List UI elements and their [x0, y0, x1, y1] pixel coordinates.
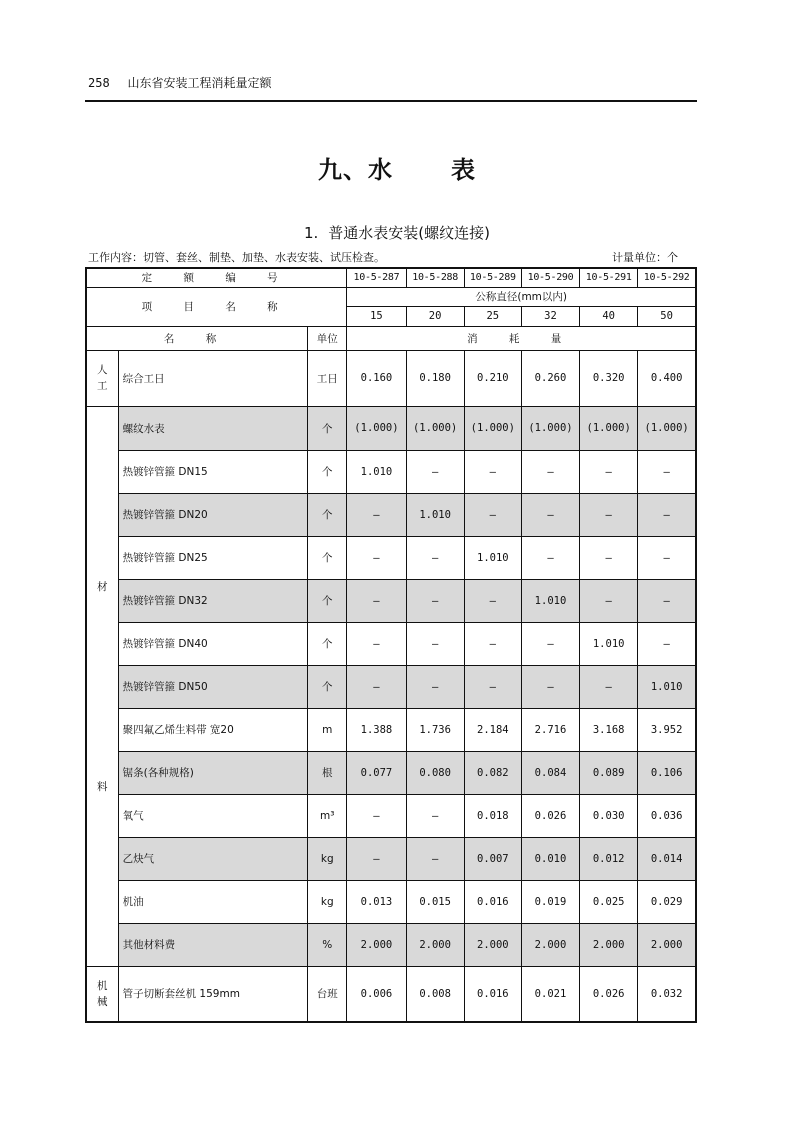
- resource-name: 热镀锌管箍 DN25: [118, 536, 308, 579]
- section-title: [0, 222, 794, 243]
- unit-column-label: 单位: [308, 326, 347, 350]
- consumption-value: —: [521, 622, 579, 665]
- resource-name: 其他材料费: [118, 923, 308, 966]
- consumption-value: 2.000: [580, 923, 638, 966]
- resource-unit: 个: [308, 536, 347, 579]
- table-row: [86, 450, 696, 493]
- measurement-unit: 计量单位：个: [612, 251, 678, 264]
- group-label-top: 材: [97, 580, 108, 593]
- consumption-value: 2.000: [347, 923, 406, 966]
- header-rule: [85, 100, 697, 102]
- consumption-value: 1.010: [464, 536, 521, 579]
- diameter-value: 15: [347, 306, 406, 326]
- consumption-value: 0.036: [638, 794, 696, 837]
- page-header: [88, 74, 272, 91]
- diameter-value: 40: [580, 306, 638, 326]
- consumption-value: —: [580, 450, 638, 493]
- consumption-value: 1.736: [406, 708, 464, 751]
- consumption-value: —: [638, 622, 696, 665]
- consumption-value: —: [464, 493, 521, 536]
- consumption-value: 0.106: [638, 751, 696, 794]
- consumption-value: —: [406, 837, 464, 880]
- resource-name: 热镀锌管箍 DN32: [118, 579, 308, 622]
- consumption-value: 1.010: [347, 450, 406, 493]
- quota-code: 10-5-288: [406, 268, 464, 287]
- consumption-value: 2.000: [406, 923, 464, 966]
- section-number: 1.: [303, 224, 319, 242]
- chapter-title-part1: 九、水: [318, 156, 393, 184]
- resource-name: 机油: [118, 880, 308, 923]
- resource-unit: m³: [308, 794, 347, 837]
- table-row: [86, 579, 696, 622]
- consumption-value: —: [521, 450, 579, 493]
- consumption-value: 2.716: [521, 708, 579, 751]
- consumption-value: 0.016: [464, 966, 521, 1022]
- table-row: [86, 880, 696, 923]
- consumption-value: 0.016: [464, 880, 521, 923]
- diameter-value: 25: [464, 306, 521, 326]
- group-label-text: 人工: [97, 364, 108, 392]
- resource-unit: 个: [308, 579, 347, 622]
- consumption-value: 0.082: [464, 751, 521, 794]
- consumption-value: —: [406, 794, 464, 837]
- consumption-label: 消 耗 量: [347, 326, 696, 350]
- table-row: [86, 350, 696, 406]
- resource-unit: %: [308, 923, 347, 966]
- consumption-value: 0.025: [580, 880, 638, 923]
- table-row: [86, 966, 696, 1022]
- resource-name: 热镀锌管箍 DN20: [118, 493, 308, 536]
- consumption-value: 1.010: [638, 665, 696, 708]
- consumption-value: 0.160: [347, 350, 406, 406]
- consumption-value: 0.013: [347, 880, 406, 923]
- item-name-label: 项 目 名 称: [86, 287, 347, 326]
- consumption-value: 0.010: [521, 837, 579, 880]
- table-row: [86, 665, 696, 708]
- consumption-value: 2.000: [521, 923, 579, 966]
- consumption-value: (1.000): [580, 406, 638, 450]
- table-row: [86, 794, 696, 837]
- consumption-value: 2.184: [464, 708, 521, 751]
- resource-name: 乙炔气: [118, 837, 308, 880]
- group-label-text: 机械: [97, 979, 108, 1008]
- consumption-value: —: [406, 665, 464, 708]
- name-column-label: 名 称: [86, 326, 308, 350]
- consumption-value: —: [347, 794, 406, 837]
- consumption-value: 0.015: [406, 880, 464, 923]
- consumption-value: —: [406, 536, 464, 579]
- consumption-value: 0.210: [464, 350, 521, 406]
- diameter-value: 20: [406, 306, 464, 326]
- consumption-value: —: [464, 622, 521, 665]
- resource-name: 综合工日: [118, 350, 308, 406]
- quota-number-label: 定 额 编 号: [86, 268, 347, 287]
- table-row: [86, 751, 696, 794]
- group-label: [86, 406, 118, 966]
- consumption-value: (1.000): [521, 406, 579, 450]
- consumption-value: 0.012: [580, 837, 638, 880]
- consumption-value: —: [521, 536, 579, 579]
- consumption-value: —: [580, 579, 638, 622]
- resource-name: 管子切断套丝机 159mm: [118, 966, 308, 1022]
- chapter-title-part2: 表: [451, 156, 476, 184]
- quota-code: 10-5-289: [464, 268, 521, 287]
- resource-name: 聚四氟乙烯生料带 宽20: [118, 708, 308, 751]
- consumption-value: 0.026: [521, 794, 579, 837]
- resource-unit: 工日: [308, 350, 347, 406]
- consumption-value: 0.260: [521, 350, 579, 406]
- resource-unit: kg: [308, 837, 347, 880]
- resource-name: 热镀锌管箍 DN50: [118, 665, 308, 708]
- consumption-value: 0.006: [347, 966, 406, 1022]
- diameter-label: 公称直径(mm以内): [347, 287, 696, 306]
- consumption-value: 2.000: [464, 923, 521, 966]
- section-name: 普通水表安装(螺纹连接): [328, 224, 491, 242]
- chapter-title: [0, 150, 794, 185]
- resource-name: 锯条(各种规格): [118, 751, 308, 794]
- consumption-value: 0.019: [521, 880, 579, 923]
- consumption-value: 0.021: [521, 966, 579, 1022]
- group-label: [86, 350, 118, 406]
- consumption-value: 0.080: [406, 751, 464, 794]
- consumption-value: 0.320: [580, 350, 638, 406]
- consumption-value: 0.032: [638, 966, 696, 1022]
- consumption-value: 3.168: [580, 708, 638, 751]
- consumption-value: 0.089: [580, 751, 638, 794]
- consumption-value: 0.007: [464, 837, 521, 880]
- consumption-value: —: [347, 579, 406, 622]
- quota-code: 10-5-291: [580, 268, 638, 287]
- resource-unit: 个: [308, 665, 347, 708]
- consumption-value: 1.010: [580, 622, 638, 665]
- table-row: [86, 536, 696, 579]
- consumption-value: —: [406, 450, 464, 493]
- resource-unit: 台班: [308, 966, 347, 1022]
- consumption-value: 1.388: [347, 708, 406, 751]
- table-row: [86, 622, 696, 665]
- consumption-value: 1.010: [406, 493, 464, 536]
- consumption-value: 0.029: [638, 880, 696, 923]
- work-content: 工作内容：切管、套丝、制垫、加垫、水表安装、试压检查。: [88, 251, 385, 264]
- consumption-value: —: [521, 493, 579, 536]
- consumption-value: 0.026: [580, 966, 638, 1022]
- consumption-value: 3.952: [638, 708, 696, 751]
- table-row: [86, 923, 696, 966]
- diameter-value: 32: [521, 306, 579, 326]
- page-number: 258: [88, 76, 110, 90]
- consumption-value: —: [347, 837, 406, 880]
- resource-unit: 根: [308, 751, 347, 794]
- consumption-value: —: [464, 450, 521, 493]
- consumption-value: (1.000): [347, 406, 406, 450]
- consumption-value: 0.014: [638, 837, 696, 880]
- resource-name: 氧气: [118, 794, 308, 837]
- quota-code: 10-5-292: [638, 268, 696, 287]
- consumption-value: (1.000): [406, 406, 464, 450]
- consumption-value: —: [638, 493, 696, 536]
- table-row: [86, 708, 696, 751]
- quota-table: [85, 267, 697, 1023]
- resource-name: 热镀锌管箍 DN15: [118, 450, 308, 493]
- resource-unit: 个: [308, 493, 347, 536]
- consumption-value: —: [638, 579, 696, 622]
- table-row: [86, 493, 696, 536]
- consumption-value: 0.018: [464, 794, 521, 837]
- consumption-value: —: [464, 579, 521, 622]
- resource-name: 热镀锌管箍 DN40: [118, 622, 308, 665]
- consumption-value: 1.010: [521, 579, 579, 622]
- consumption-value: —: [347, 622, 406, 665]
- consumption-value: —: [347, 536, 406, 579]
- resource-unit: kg: [308, 880, 347, 923]
- group-label-bottom: 料: [97, 780, 108, 793]
- consumption-value: 0.084: [521, 751, 579, 794]
- resource-name: 螺纹水表: [118, 406, 308, 450]
- quota-code: 10-5-287: [347, 268, 406, 287]
- consumption-value: 0.030: [580, 794, 638, 837]
- table-row: [86, 406, 696, 450]
- consumption-value: —: [347, 665, 406, 708]
- consumption-value: (1.000): [638, 406, 696, 450]
- consumption-value: —: [638, 536, 696, 579]
- resource-unit: m: [308, 708, 347, 751]
- resource-unit: 个: [308, 406, 347, 450]
- consumption-value: —: [521, 665, 579, 708]
- consumption-value: —: [406, 579, 464, 622]
- diameter-value: 50: [638, 306, 696, 326]
- resource-unit: 个: [308, 622, 347, 665]
- consumption-value: —: [580, 665, 638, 708]
- consumption-value: —: [580, 493, 638, 536]
- consumption-value: 0.180: [406, 350, 464, 406]
- consumption-value: 2.000: [638, 923, 696, 966]
- table-row: [86, 837, 696, 880]
- consumption-value: 0.400: [638, 350, 696, 406]
- resource-unit: 个: [308, 450, 347, 493]
- consumption-value: (1.000): [464, 406, 521, 450]
- consumption-value: —: [464, 665, 521, 708]
- quota-code: 10-5-290: [521, 268, 579, 287]
- book-title: 山东省安装工程消耗量定额: [127, 76, 272, 90]
- group-label: [86, 966, 118, 1022]
- consumption-value: 0.077: [347, 751, 406, 794]
- consumption-value: —: [406, 622, 464, 665]
- consumption-value: —: [638, 450, 696, 493]
- consumption-value: —: [580, 536, 638, 579]
- consumption-value: 0.008: [406, 966, 464, 1022]
- consumption-value: —: [347, 493, 406, 536]
